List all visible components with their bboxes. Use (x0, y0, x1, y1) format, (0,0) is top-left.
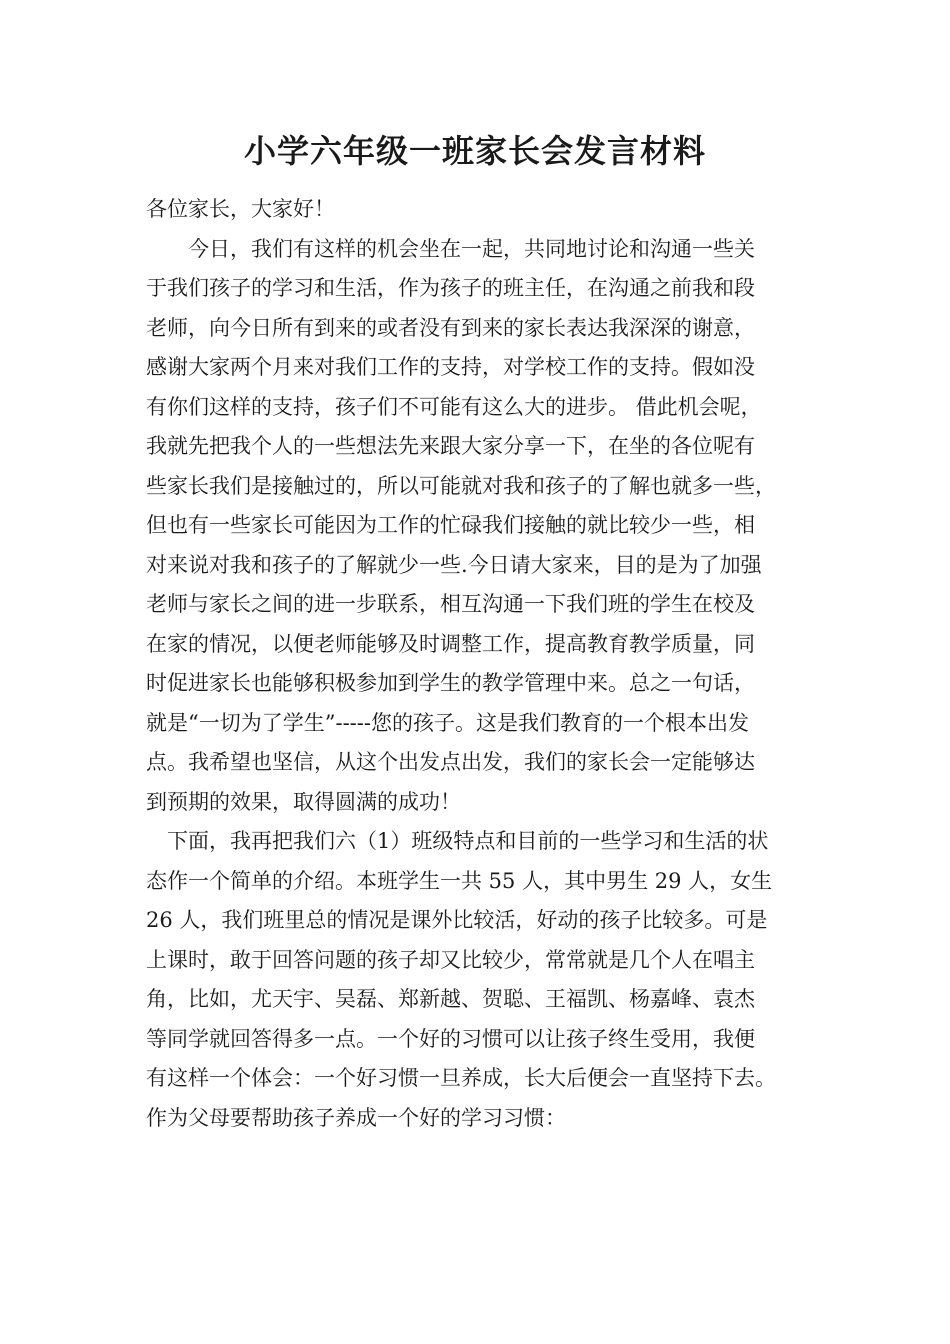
text-line: 但也有一些家长可能因为工作的忙碌我们接触的就比较少一些，相 (146, 513, 755, 537)
text-line: 26 人，我们班里总的情况是课外比较活，好动的孩子比较多。可是 (146, 908, 768, 932)
text-line: 对来说对我和孩子的了解就少一些.今日请大家来，目的是为了加强 (146, 552, 762, 577)
text-line: 到预期的效果，取得圆满的成功！ (146, 789, 461, 814)
text-line: 时促进家长也能够积极参加到学生的教学管理中来。总之一句话， (146, 671, 755, 695)
text-line: 感谢大家两个月来对我们工作的支持，对学校工作的支持。假如没 (146, 355, 755, 379)
text-line: 些家长我们是接触过的，所以可能就对我和孩子的了解也就多一些， (146, 473, 776, 498)
text-line: 今日，我们有这样的机会坐在一起，共同地讨论和沟通一些关 (146, 236, 755, 261)
text-line: 老师与家长之间的进一步联系，相互沟通一下我们班的学生在校及 (146, 592, 755, 616)
document-title: 小学六年级一班家长会发言材料 (243, 132, 706, 170)
text-line: 就是“一切为了学生”-----您的孩子。这是我们教育的一个根本出发 (146, 710, 749, 735)
text-line: 在家的情况，以便老师能够及时调整工作，提高教育教学质量，同 (146, 631, 755, 656)
text-line: 态作一个简单的介绍。本班学生一共 55 人，其中男生 29 人，女生 (146, 868, 773, 893)
text-line: 角，比如，尤天宇、吴磊、郑新越、贺聪、王福凯、杨嘉峰、袁杰 (146, 987, 755, 1011)
text-line: 老师，向今日所有到来的或者没有到来的家长表达我深深的谢意， (146, 315, 755, 340)
text-line: 有这样一个体会：一个好习惯一旦养成，长大后便会一直坚持下去。 (146, 1066, 776, 1090)
text-line: 下面，我再把我们六（1）班级特点和目前的一些学习和生活的状 (146, 829, 769, 853)
text-line: 我就先把我个人的一些想法先来跟大家分享一下，在坐的各位呢有 (146, 434, 755, 458)
text-line: 有你们这样的支持，孩子们不可能有这么大的进步。 借此机会呢， (146, 394, 762, 419)
text-line: 点。我希望也坚信，从这个出发点出发，我们的家长会一定能够达 (146, 750, 755, 774)
text-line: 上课时，敢于回答问题的孩子却又比较少，常常就是几个人在唱主 (146, 947, 755, 972)
text-line: 于我们孩子的学习和生活，作为孩子的班主任，在沟通之前我和段 (146, 276, 755, 300)
text-line: 各位家长，大家好！ (146, 197, 335, 221)
text-line: 作为父母要帮助孩子养成一个好的学习习惯： (146, 1105, 566, 1130)
text-line: 等同学就回答得多一点。一个好的习惯可以让孩子终生受用，我便 (146, 1026, 755, 1051)
document-body (146, 190, 811, 1138)
